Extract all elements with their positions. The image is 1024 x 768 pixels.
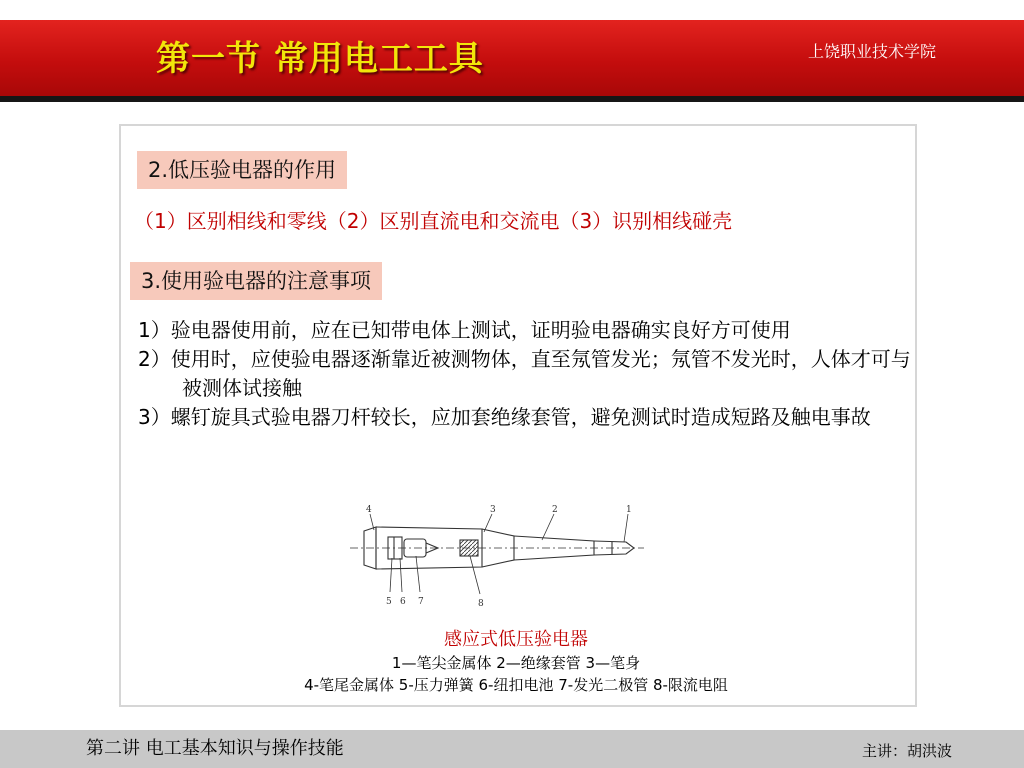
school-name: 上饶职业技术学院 — [808, 42, 937, 61]
section-2-label: 2.低压验电器的作用 — [137, 151, 347, 189]
voltage-tester-diagram — [344, 500, 654, 610]
callout-4: 4 — [366, 505, 372, 515]
footer-bar — [0, 730, 1024, 768]
lecturer-name: 主讲：胡洪波 — [862, 742, 953, 760]
callout-7: 7 — [418, 597, 424, 607]
figure-legend-line-1: 1—笔尖金属体 2—绝缘套管 3—笔身 — [391, 654, 641, 672]
figure-caption-title: 感应式低压验电器 — [444, 629, 588, 650]
page-title: 第一节 常用电工工具 — [156, 39, 484, 79]
callout-1: 1 — [626, 505, 632, 515]
callout-8: 8 — [478, 599, 484, 609]
list-item: 2）使用时，应使验电器逐渐靠近被测物体，直至氖管发光；氖管不发光时，人体才可与被测体试接触 — [138, 347, 911, 400]
section-2-functions: （1）区别相线和零线（2）区别直流电和交流电（3）识别相线碰壳 — [134, 209, 733, 233]
section-3-label: 3.使用验电器的注意事项 — [130, 262, 382, 300]
callout-2: 2 — [552, 505, 558, 515]
callout-3: 3 — [490, 505, 496, 515]
callout-5: 5 — [386, 597, 392, 607]
precautions-list — [138, 316, 928, 432]
header-divider — [0, 96, 1024, 102]
lecture-title: 第二讲 电工基本知识与操作技能 — [86, 738, 344, 759]
list-item: 3）螺钉旋具式验电器刀杆较长，应加套绝缘套管，避免测试时造成短路及触电事故 — [138, 405, 871, 429]
figure-legend-line-2: 4-笔尾金属体 5-压力弹簧 6-纽扣电池 7-发光二极管 8-限流电阻 — [304, 676, 728, 694]
list-item: 1）验电器使用前，应在已知带电体上测试，证明验电器确实良好方可使用 — [138, 318, 791, 342]
callout-6: 6 — [400, 597, 406, 607]
